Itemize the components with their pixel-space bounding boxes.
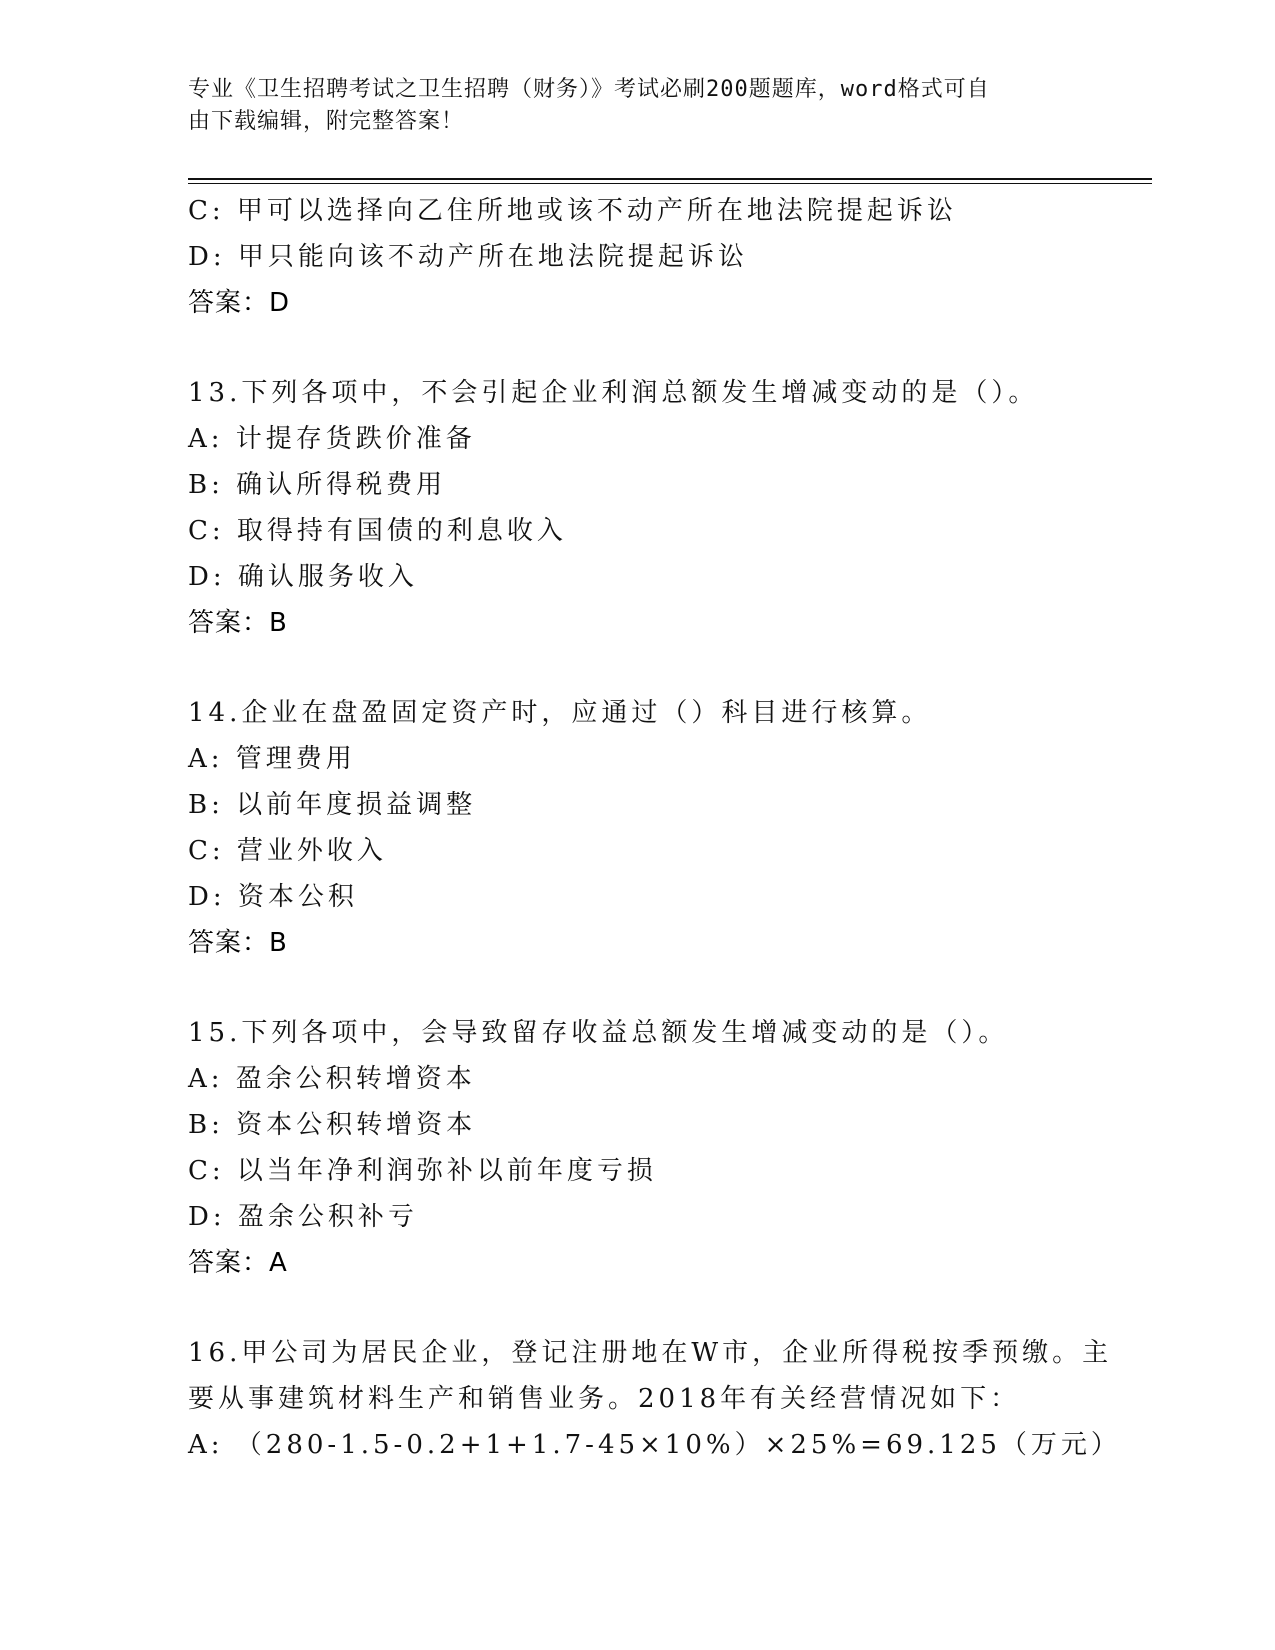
option-a: A: 计提存货跌价准备 (188, 424, 476, 454)
answer-line: 答案：B (188, 928, 288, 958)
spacer (188, 1286, 1128, 1330)
header-divider-thick (188, 178, 1152, 180)
option-b: B: 资本公积转增资本 (188, 1110, 477, 1140)
question-stem-line-1: 16.甲公司为居民企业，登记注册地在W市，企业所得税按季预缴。主 (188, 1338, 1113, 1368)
option-d: D: 资本公积 (188, 882, 358, 912)
option-d: D: 盈余公积补亏 (188, 1202, 418, 1232)
option-b: B: 以前年度损益调整 (188, 790, 477, 820)
spacer (188, 326, 1128, 370)
option-b: B: 确认所得税费用 (188, 470, 447, 500)
option-c: C: 取得持有国债的利息收入 (188, 516, 567, 546)
option-a: A: 管理费用 (188, 744, 356, 774)
question-list (188, 188, 1128, 1468)
question-stem: 13.下列各项中，不会引起企业利润总额发生增减变动的是（）。 (188, 378, 1039, 408)
option-a: A: （280-1.5-0.2+1+1.7-45×10%）×25%=69.125（万元） (188, 1430, 1121, 1460)
spacer (188, 966, 1128, 1010)
option-c: C: 甲可以选择向乙住所地或该不动产所在地法院提起诉讼 (188, 196, 957, 226)
question-stem: 14.企业在盘盈固定资产时，应通过（）科目进行核算。 (188, 698, 932, 728)
answer-line: 答案：B (188, 608, 288, 638)
question-13 (188, 370, 1128, 646)
option-c: C: 以当年净利润弥补以前年度亏损 (188, 1156, 657, 1186)
header-divider-thin (188, 183, 1152, 184)
question-12-continued (188, 188, 1128, 326)
option-d: D: 确认服务收入 (188, 562, 418, 592)
answer-line: 答案：D (188, 288, 291, 318)
header-line-1: 专业《卫生招聘考试之卫生招聘（财务）》考试必刷200题题库，word格式可自 (188, 77, 990, 102)
document-header (188, 74, 1088, 138)
question-16 (188, 1330, 1128, 1468)
question-14 (188, 690, 1128, 966)
header-line-2: 由下载编辑，附完整答案！ (188, 109, 465, 134)
option-c: C: 营业外收入 (188, 836, 387, 866)
question-stem: 15.下列各项中，会导致留存收益总额发生增减变动的是（）。 (188, 1018, 1009, 1048)
question-stem-line-2: 要从事建筑材料生产和销售业务。2018年有关经营情况如下： (188, 1384, 1021, 1414)
answer-line: 答案：A (188, 1248, 288, 1278)
option-a: A: 盈余公积转增资本 (188, 1064, 476, 1094)
question-15 (188, 1010, 1128, 1286)
option-d: D: 甲只能向该不动产所在地法院提起诉讼 (188, 242, 748, 272)
spacer (188, 646, 1128, 690)
